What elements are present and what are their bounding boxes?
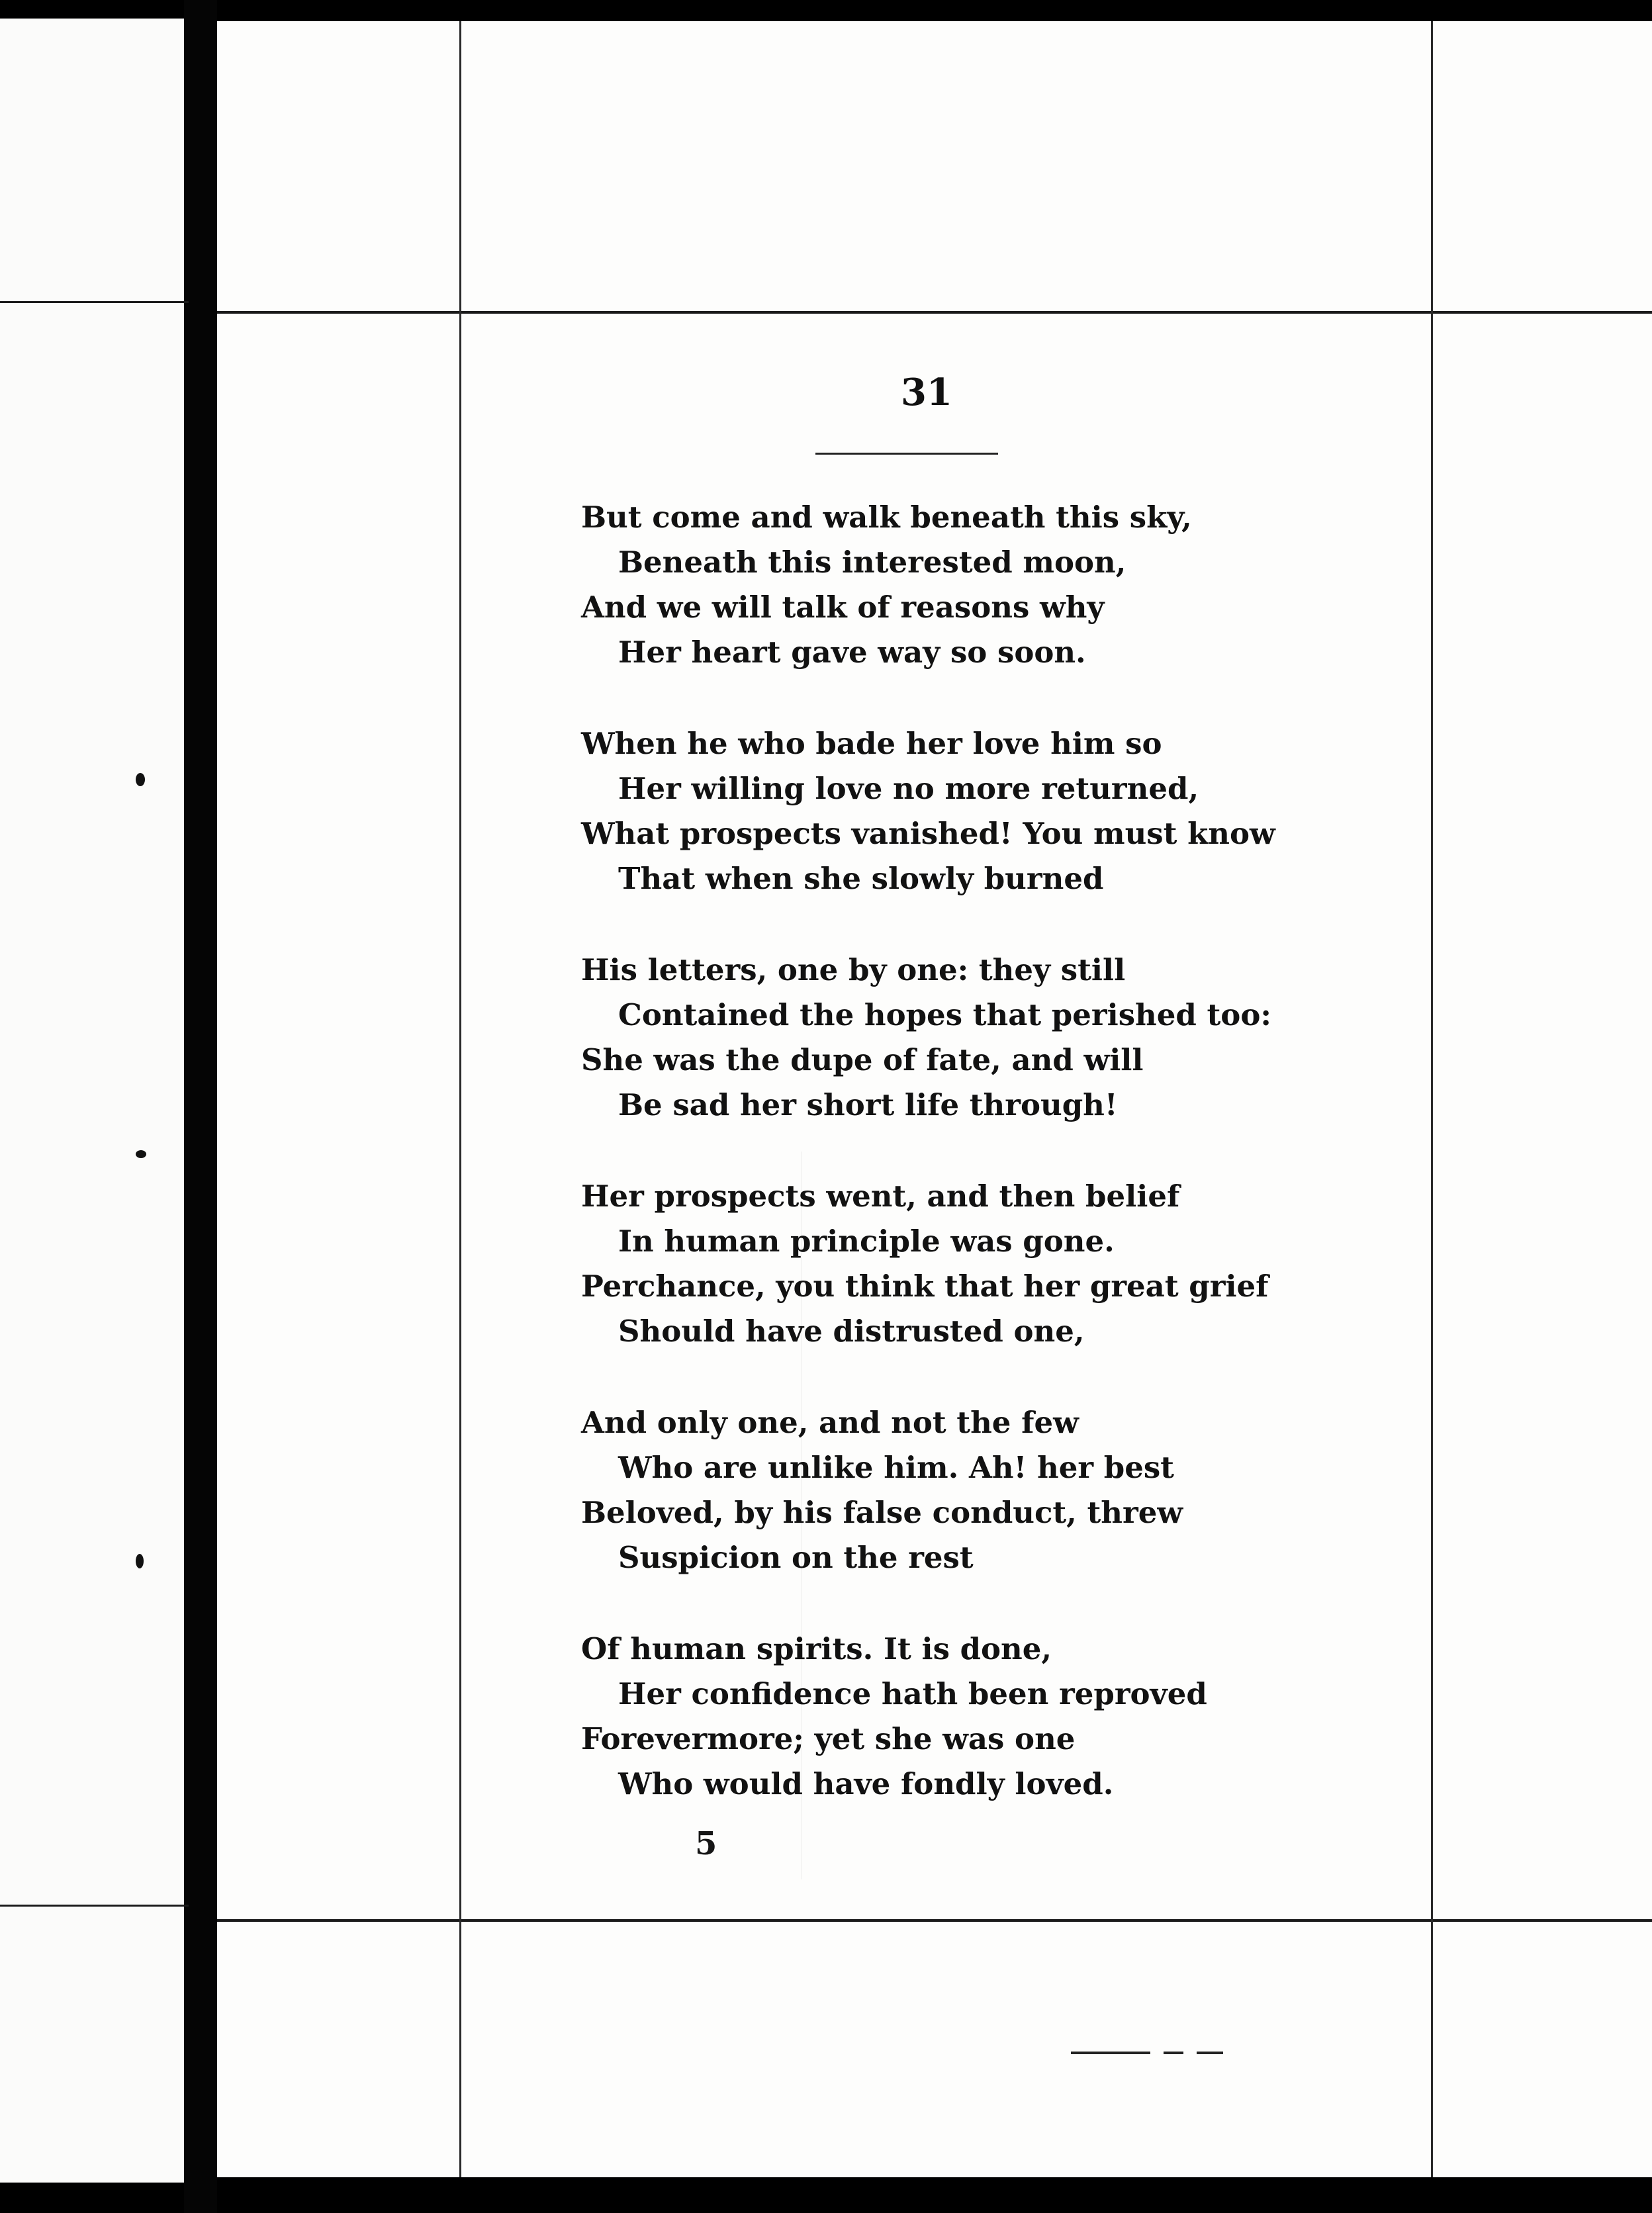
poem-line: Her willing love no more returned, (618, 771, 1199, 806)
poem-line: His letters, one by one: they still (581, 952, 1126, 987)
dash-mark (1071, 2052, 1223, 2054)
poem-line: And we will talk of reasons why (581, 590, 1105, 625)
stanza (581, 1627, 1309, 1807)
frame-line-left (459, 21, 461, 2177)
poem-line: Of human spirits. It is done, (581, 1631, 1052, 1666)
frame-line-bottom (0, 1905, 189, 1907)
poem-line: Forevermore; yet she was one (581, 1721, 1076, 1756)
frame-line-bottom (217, 1919, 1652, 1922)
poem-body (581, 495, 1309, 1807)
adjacent-page-strip (0, 19, 184, 2183)
frame-line-top (217, 311, 1652, 314)
heading-rule (815, 453, 998, 455)
binding-gutter (184, 0, 217, 2213)
poem-line: Beneath this interested moon, (618, 545, 1126, 580)
poem-line: Her confidence hath been reproved (618, 1676, 1207, 1711)
speck (136, 773, 145, 786)
poem-line: She was the dupe of fate, and will (581, 1042, 1144, 1077)
poem-line: Beloved, by his false conduct, threw (581, 1495, 1183, 1530)
poem-line: Her heart gave way so soon. (618, 635, 1086, 670)
stanza (581, 948, 1309, 1128)
speck (136, 1554, 144, 1568)
poem-line: Should have distrusted one, (618, 1314, 1085, 1349)
frame-line-top (0, 301, 189, 303)
poem-line: Her prospects went, and then belief (581, 1179, 1180, 1214)
poem-line: And only one, and not the few (581, 1405, 1079, 1440)
poem-line: Contained the hopes that perished too: (618, 997, 1271, 1032)
page-number: 31 (901, 371, 952, 414)
speck (136, 1150, 146, 1158)
poem-line: Be sad her short life through! (618, 1087, 1118, 1122)
stanza (581, 1400, 1309, 1580)
poem-line: Who are unlike him. Ah! her best (618, 1450, 1174, 1485)
frame-line-right (1431, 21, 1433, 2177)
poem-line: When he who bade her love him so (581, 726, 1162, 761)
stanza (581, 721, 1309, 901)
poem-line: But come and walk beneath this sky, (581, 500, 1192, 535)
signature-mark: 5 (695, 1825, 717, 1862)
stanza (581, 495, 1309, 675)
poem-line: Suspicion on the rest (618, 1540, 974, 1575)
poem-line: Perchance, you think that her great grief (581, 1269, 1269, 1304)
stanza (581, 1174, 1309, 1354)
poem-line: That when she slowly burned (618, 861, 1104, 896)
poem-line: What prospects vanished! You must know (581, 816, 1275, 851)
poem-line: In human principle was gone. (618, 1224, 1115, 1259)
poem-line: Who would have fondly loved. (618, 1766, 1114, 1801)
